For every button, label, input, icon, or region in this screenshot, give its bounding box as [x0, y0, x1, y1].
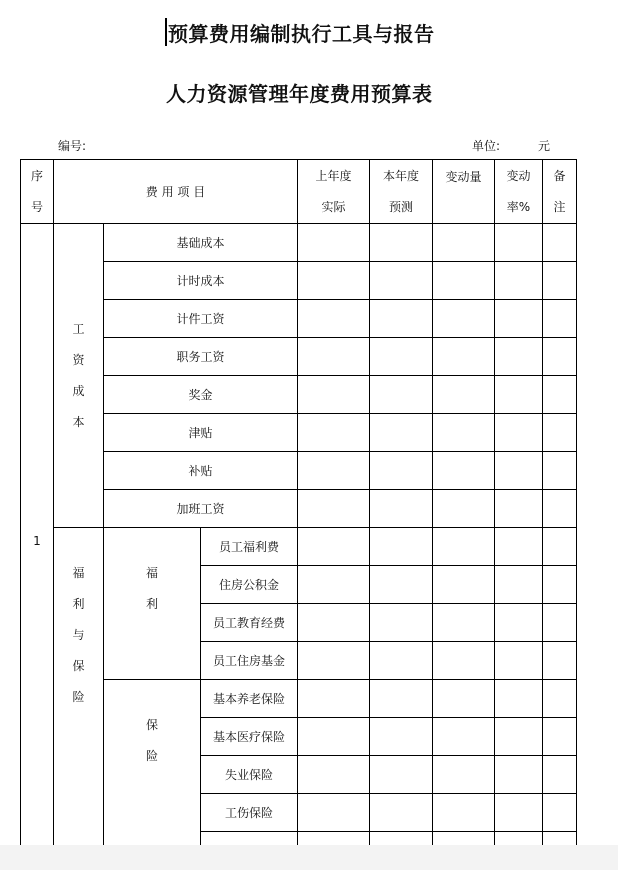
cell-change[interactable] — [433, 452, 495, 490]
cell-last-year[interactable] — [298, 452, 370, 490]
cell-remark[interactable] — [543, 756, 577, 794]
document-title: 预算费用编制执行工具与报告 — [168, 22, 435, 46]
serial-number-label: 编号: — [58, 139, 87, 153]
cell-change[interactable] — [433, 414, 495, 452]
expense-item: 员工住房基金 — [201, 642, 298, 680]
expense-item: 基本医疗保险 — [201, 718, 298, 756]
expense-item: 奖金 — [104, 376, 298, 414]
cell-this-year[interactable] — [370, 680, 433, 718]
expense-item: 津贴 — [104, 414, 298, 452]
cell-change-rate[interactable] — [495, 376, 543, 414]
cell-this-year[interactable] — [370, 604, 433, 642]
cell-change-rate[interactable] — [495, 452, 543, 490]
cell-last-year[interactable] — [298, 224, 370, 262]
cell-change[interactable] — [433, 300, 495, 338]
cell-remark[interactable] — [543, 338, 577, 376]
cell-remark[interactable] — [543, 794, 577, 832]
header-last-year: 上年度 实际 — [298, 160, 370, 224]
expense-item: 员工教育经费 — [201, 604, 298, 642]
cell-last-year[interactable] — [298, 262, 370, 300]
expense-item: 职务工资 — [104, 338, 298, 376]
group-label-welfare-insurance: 福 利 与 保 险 — [54, 528, 104, 870]
table-row — [21, 376, 577, 414]
cell-change-rate[interactable] — [495, 262, 543, 300]
expense-item: 住房公积金 — [201, 566, 298, 604]
cell-change-rate[interactable] — [495, 680, 543, 718]
cell-change-rate[interactable] — [495, 490, 543, 528]
cell-change-rate[interactable] — [495, 604, 543, 642]
subgroup-label-insurance: 保 险 — [104, 680, 201, 870]
subgroup-label-welfare: 福 利 — [104, 528, 201, 680]
cell-this-year[interactable] — [370, 338, 433, 376]
cell-this-year[interactable] — [370, 490, 433, 528]
cell-this-year[interactable] — [370, 528, 433, 566]
cell-change[interactable] — [433, 490, 495, 528]
cell-this-year[interactable] — [370, 452, 433, 490]
cell-change[interactable] — [433, 794, 495, 832]
header-change-rate: 变动 率% — [495, 160, 543, 224]
cell-last-year[interactable] — [298, 414, 370, 452]
cell-remark[interactable] — [543, 376, 577, 414]
table-row — [21, 528, 577, 566]
cell-change[interactable] — [433, 756, 495, 794]
cell-this-year[interactable] — [370, 376, 433, 414]
cell-last-year[interactable] — [298, 566, 370, 604]
header-remark: 备 注 — [543, 160, 577, 224]
cell-change[interactable] — [433, 566, 495, 604]
cell-last-year[interactable] — [298, 528, 370, 566]
cell-remark[interactable] — [543, 224, 577, 262]
cell-change[interactable] — [433, 604, 495, 642]
cell-last-year[interactable] — [298, 490, 370, 528]
cell-change[interactable] — [433, 680, 495, 718]
cell-last-year[interactable] — [298, 718, 370, 756]
cell-last-year[interactable] — [298, 756, 370, 794]
cell-last-year[interactable] — [298, 604, 370, 642]
table-row — [21, 224, 577, 262]
expense-item: 员工福利费 — [201, 528, 298, 566]
header-item: 费 用 项 目 — [54, 160, 298, 224]
cell-change[interactable] — [433, 262, 495, 300]
cell-change[interactable] — [433, 224, 495, 262]
table-row — [21, 262, 577, 300]
header-seq: 序 号 — [21, 160, 54, 224]
expense-item: 失业保险 — [201, 756, 298, 794]
header-change: 变动量 — [433, 160, 495, 224]
table-row — [21, 414, 577, 452]
header-row — [21, 160, 577, 224]
budget-table — [20, 159, 577, 870]
cell-remark[interactable] — [543, 300, 577, 338]
cell-last-year[interactable] — [298, 642, 370, 680]
cell-this-year[interactable] — [370, 718, 433, 756]
text-cursor — [165, 18, 167, 46]
cell-this-year[interactable] — [370, 224, 433, 262]
cell-last-year[interactable] — [298, 376, 370, 414]
table-row — [21, 680, 577, 718]
table-row — [21, 452, 577, 490]
expense-item: 计件工资 — [104, 300, 298, 338]
cell-remark[interactable] — [543, 262, 577, 300]
header-this-year: 本年度 预测 — [370, 160, 433, 224]
cell-last-year[interactable] — [298, 338, 370, 376]
cell-remark[interactable] — [543, 680, 577, 718]
cell-change[interactable] — [433, 376, 495, 414]
cell-this-year[interactable] — [370, 414, 433, 452]
cell-remark[interactable] — [543, 604, 577, 642]
cell-this-year[interactable] — [370, 262, 433, 300]
cell-change[interactable] — [433, 718, 495, 756]
unit-label: 单位: — [472, 139, 501, 153]
cell-change-rate[interactable] — [495, 224, 543, 262]
cell-change[interactable] — [433, 338, 495, 376]
cell-remark[interactable] — [543, 490, 577, 528]
cell-change-rate[interactable] — [495, 300, 543, 338]
cell-change-rate[interactable] — [495, 414, 543, 452]
expense-item: 计时成本 — [104, 262, 298, 300]
table-row — [21, 490, 577, 528]
cell-remark[interactable] — [543, 528, 577, 566]
expense-item: 补贴 — [104, 452, 298, 490]
cell-remark[interactable] — [543, 566, 577, 604]
group-label-labor-cost: 工 资 成 本 — [54, 224, 104, 528]
sheet-title: 人力资源管理年度费用预算表 — [166, 82, 433, 106]
table-row — [21, 300, 577, 338]
cell-remark[interactable] — [543, 452, 577, 490]
cell-last-year[interactable] — [298, 794, 370, 832]
currency-label: 元 — [538, 139, 551, 153]
cell-change-rate[interactable] — [495, 718, 543, 756]
cell-this-year[interactable] — [370, 642, 433, 680]
cell-this-year[interactable] — [370, 756, 433, 794]
cell-remark[interactable] — [543, 414, 577, 452]
expense-item: 工伤保险 — [201, 794, 298, 832]
cell-last-year[interactable] — [298, 300, 370, 338]
expense-item: 加班工资 — [104, 490, 298, 528]
cell-change[interactable] — [433, 642, 495, 680]
page-footer-band — [0, 845, 618, 870]
expense-item: 基本养老保险 — [201, 680, 298, 718]
row-number: 1 — [21, 224, 54, 870]
cell-change-rate[interactable] — [495, 528, 543, 566]
expense-item: 基础成本 — [104, 224, 298, 262]
cell-change-rate[interactable] — [495, 794, 543, 832]
table-row — [21, 338, 577, 376]
cell-this-year[interactable] — [370, 300, 433, 338]
cell-change-rate[interactable] — [495, 756, 543, 794]
cell-change[interactable] — [433, 528, 495, 566]
cell-this-year[interactable] — [370, 794, 433, 832]
cell-last-year[interactable] — [298, 680, 370, 718]
cell-change-rate[interactable] — [495, 566, 543, 604]
cell-change-rate[interactable] — [495, 642, 543, 680]
cell-this-year[interactable] — [370, 566, 433, 604]
cell-remark[interactable] — [543, 642, 577, 680]
cell-remark[interactable] — [543, 718, 577, 756]
cell-change-rate[interactable] — [495, 338, 543, 376]
